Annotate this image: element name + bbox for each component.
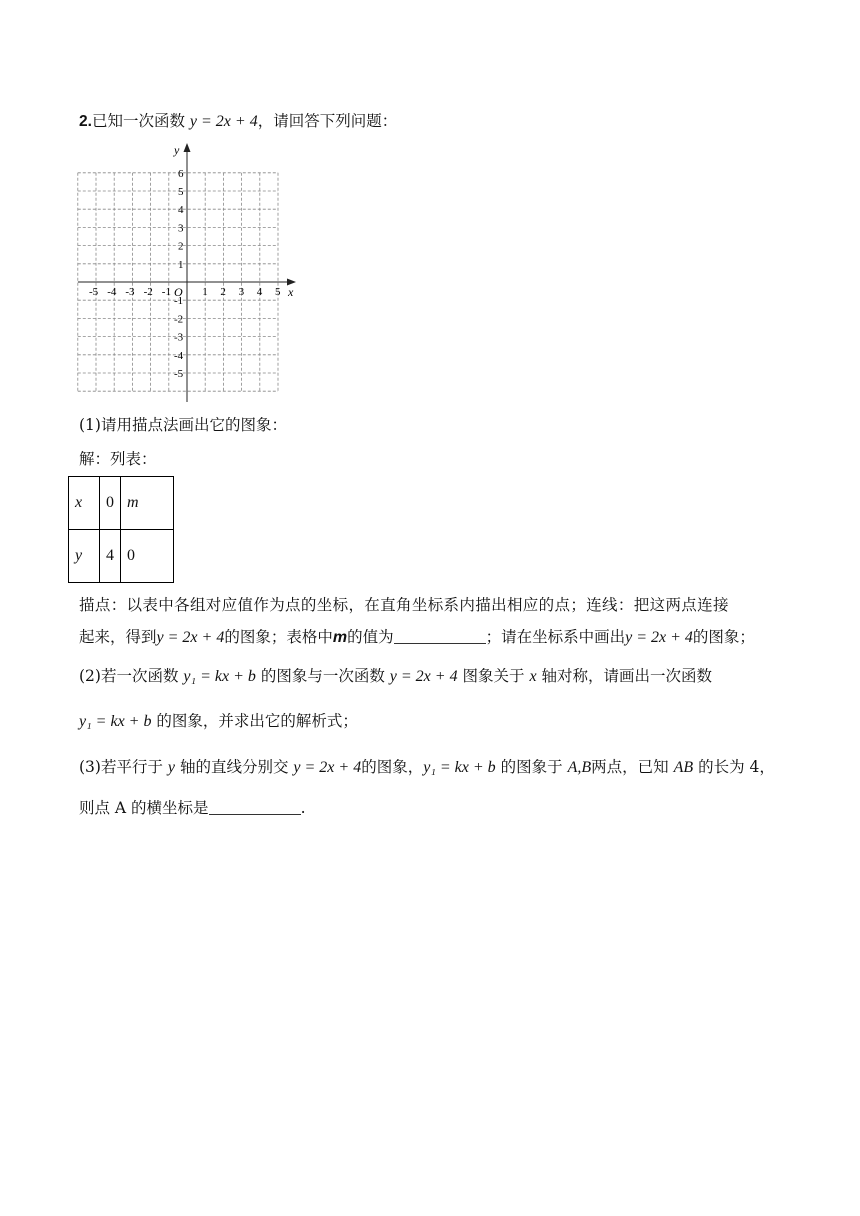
function-expression: y = 2x + 4 [625,629,693,646]
part2-text: 的图象与一次函数 [260,667,385,685]
trace-text: ；请在坐标系中画出 [485,628,626,646]
variable-m: m [332,629,348,646]
table-cell: 0 [121,530,174,583]
table-cell: m [121,477,174,530]
x-tick-label: 2 [220,286,226,298]
part3-text: 的图象于 [500,758,563,776]
answer-blank-a[interactable] [209,800,301,815]
function-y1-expression: y₁ = kx + b [79,713,152,730]
x-tick-label: -5 [89,286,99,298]
table-row [69,477,174,530]
table-cell: x [69,477,100,530]
y-tick-label: -1 [174,295,184,308]
part3-text: . [300,799,306,817]
trace-text: 的图象； [692,628,755,646]
x-tick-label: -3 [125,286,135,298]
y-tick-label: 2 [178,240,184,253]
variable-x: x [529,668,537,685]
part2-text: 图象关于 [462,667,525,685]
y-tick-label: -5 [174,368,184,380]
part2-text: (2)若一次函数 [79,667,179,685]
trace-text-line1: 描点：以表中各组对应值作为点的坐标，在直角坐标系内描出相应的点；连线：把这两点连接 [79,596,729,614]
question-title [79,110,397,133]
solution-label: 解：列表： [79,450,157,468]
x-axis-label: x [288,285,294,299]
table-cell: y [69,530,100,583]
part1-prompt: (1)请用描点法画出它的图象： [79,416,287,434]
part3-text: 两点，已知 [591,758,669,776]
trace-text: 起来，得到 [79,628,157,646]
y-tick-label: 6 [178,167,184,180]
y-tick-label: -2 [174,313,184,326]
function-expression: y = 2x + 4 [293,759,362,776]
y-tick-labels [174,168,184,380]
y-tick-label: 3 [178,222,184,235]
y-axis-label: y [174,143,180,157]
part3-text: 的长为 4， [698,758,775,776]
variable-y: y [167,759,176,776]
coordinate-grid [70,138,310,408]
y-tick-label: 4 [178,204,184,217]
trace-text: 的图象；表格中 [224,628,333,646]
part3-text: (3)若平行于 [79,758,163,776]
value-table [68,476,174,583]
function-expression: y = 2x + 4 [189,113,258,130]
segment-ab: AB [673,759,694,776]
y-tick-label: 1 [178,258,184,271]
table-cell: 0 [100,477,121,530]
part3-line2 [79,797,306,819]
part2-line1 [79,665,712,688]
origin-label: O [174,285,183,299]
x-tick-label: 1 [202,286,208,298]
part2-text: 轴对称，请画出一次函数 [541,667,713,685]
x-tick-label: -4 [107,286,117,298]
function-y1-expression: y₁ = kx + b [183,668,256,685]
function-y1-expression: y₁ = kx + b [423,759,496,776]
x-tick-label: -2 [143,286,153,298]
part2-text: 的图象，并求出它的解析式； [156,712,358,730]
part3-text: 轴的直线分别交 [179,758,289,776]
y-tick-label: 5 [178,186,184,198]
function-expression: y = 2x + 4 [156,629,225,646]
axes [78,143,296,402]
answer-blank-m[interactable] [394,629,486,644]
x-tick-labels [89,286,281,298]
x-tick-label: 5 [275,286,281,298]
x-tick-label: 3 [238,286,245,298]
part3-text: 则点 A 的横坐标是 [79,799,209,817]
function-expression: y = 2x + 4 [389,668,458,685]
x-tick-label: -1 [161,286,171,298]
question-number: 2. [79,113,92,130]
trace-text: 的值为 [347,628,394,646]
y-tick-label: -3 [174,331,184,344]
trace-text-line2 [79,626,755,649]
part3-line1 [79,756,775,779]
y-tick-label: -4 [174,349,184,362]
table-cell: 4 [100,530,121,583]
x-tick-label: 4 [256,286,263,298]
part2-line2 [79,710,358,733]
table-row [69,530,174,583]
question-intro-end: ，请回答下列问题： [257,112,398,130]
part3-text: 的图象， [361,758,424,776]
points-ab: A,B [567,759,592,776]
question-intro: 已知一次函数 [91,112,185,130]
y-axis-arrow [184,143,191,152]
